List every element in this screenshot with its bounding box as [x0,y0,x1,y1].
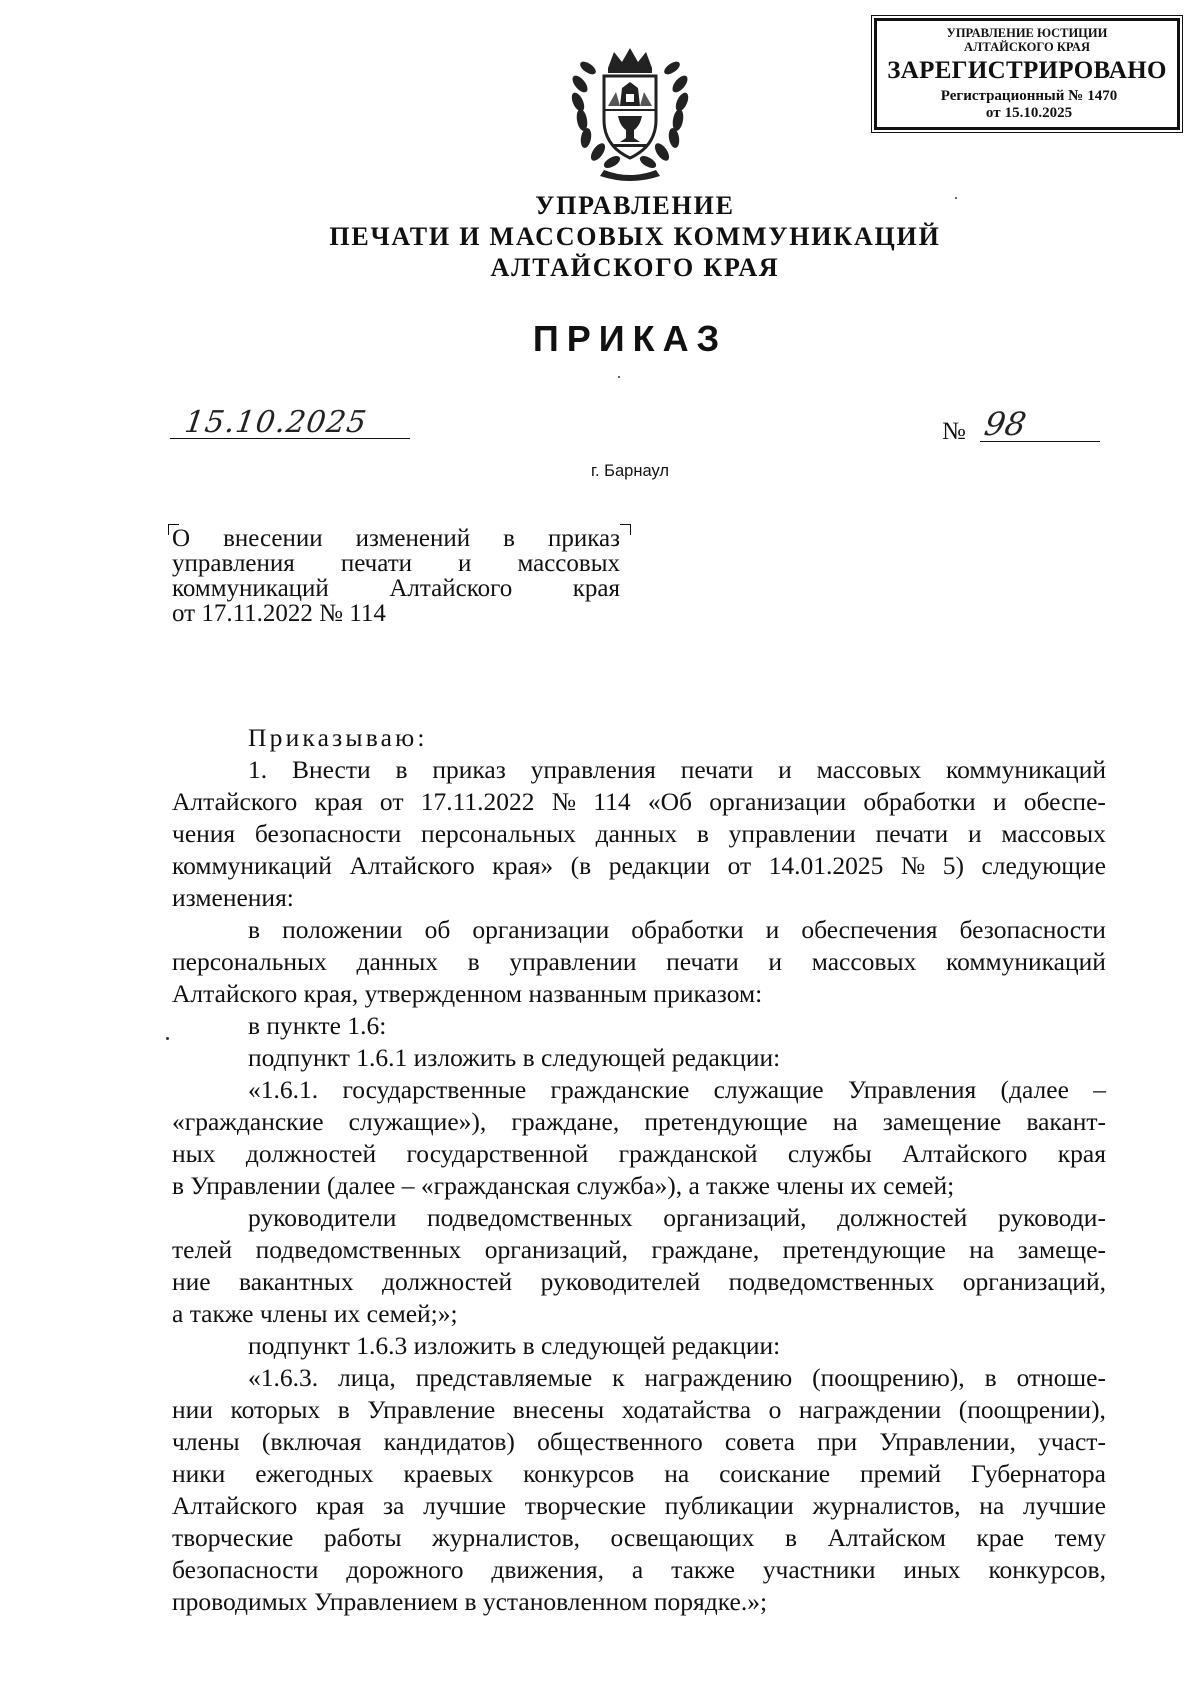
body-line: проводимых Управлением в установленном порядке.»; [172,1587,768,1616]
stamp-reg-number-row [877,87,1177,105]
body-line: в положении об организации обработки и обеспечения безопасности [248,915,1106,944]
body-line: 1. Внести в приказ управления печати и массовых коммуникаций [248,755,1106,784]
subject-line: управления печати и массовых [172,550,620,577]
body-line: творческие работы журналистов, освещающих в Алтайском крае тему [172,1523,1106,1552]
issuer-header [0,190,1200,283]
body-lines [172,754,1106,1618]
body-line: безопасности дорожного движения, а также участники иных конкурсов, [172,1555,1106,1584]
body-line: члены (включая кандидатов) общественного совета при Управлении, участ- [172,1427,1106,1456]
body-line: руководители подведомственных организаций, должностей руководи- [248,1203,1106,1232]
body-line: подпункт 1.6.3 изложить в следующей редакции: [248,1331,781,1360]
body-line: Алтайского края, утвержденном названным приказом: [172,979,763,1008]
body-line: «1.6.3. лица, представляемые к награждению (поощрению), в отноше- [248,1363,1106,1392]
scan-speck [166,1037,169,1040]
subject-bracket-right [620,524,631,535]
body-line: нии которых в Управление внесены ходатайства о награждении (поощрении), [172,1395,1106,1424]
body-line: «1.6.1. государственные гражданские служащие Управления (далее – [248,1075,1106,1104]
body-line: коммуникаций Алтайского края» (в редакции от 14.01.2025 № 5) следующие [172,851,1106,880]
body-line: а также члены их семей;»; [172,1299,458,1328]
body-line: Алтайского края от 17.11.2022 № 114 «Об организации обработки и обеспе- [172,787,1106,816]
stamp-date-row [877,105,1177,121]
subject-line: коммуникаций Алтайского края [172,575,620,602]
scan-speck [955,197,957,199]
issuer-line3: АЛТАЙСКОГО КРАЯ [490,253,780,282]
stamp-agency [877,26,1177,54]
body-line: ники ежегодных краевых конкурсов на соискание премий Губернатора [172,1459,1106,1488]
stamp-reg-number: 1470 [1087,88,1118,104]
body-line: телей подведомственных организаций, граждане, претендующие на замеще- [172,1235,1106,1264]
order-opening: Приказываю: [248,723,428,752]
issuer-line1: УПРАВЛЕНИЕ [535,191,735,220]
body-line: ние вакантных должностей руководителей подведомственных организаций, [172,1267,1106,1296]
stamp-agency-line2: АЛТАЙСКОГО КРАЯ [964,40,1090,54]
order-date: 15.10.2025 [182,405,370,440]
date-underline [170,438,410,439]
stamp-date: 15.10.2025 [1004,105,1073,121]
number-label: № [942,418,966,445]
altai-krai-coat-of-arms-icon [564,42,696,182]
document-title: ПРИКАЗ [532,318,728,359]
body-line: чения безопасности персональных данных в управлении печати и массовых [172,819,1106,848]
order-body [172,722,1106,1618]
body-line: в Управлении (далее – «гражданская служба»), а также члены их семей; [172,1171,955,1200]
stamp-status: ЗАРЕГИСТРИРОВАНО [887,57,1167,84]
issuer-line2: ПЕЧАТИ И МАССОВЫХ КОММУНИКАЦИЙ [329,222,941,251]
stamp-agency-line1: УПРАВЛЕНИЕ ЮСТИЦИИ [946,26,1108,40]
scan-speck [618,376,620,378]
stamp-reg-label: Регистрационный № [940,88,1084,104]
body-line: изменения: [172,883,294,912]
city: г. Барнаул [591,462,669,480]
order-subject [172,526,620,626]
body-line: «гражданские служащие»), граждане, претендующие на замещение вакант- [172,1107,1106,1136]
number-underline [980,441,1100,442]
body-line: персональных данных в управлении печати и массовых коммуникаций [172,947,1106,976]
subject-line: от 17.11.2022 № 114 [172,600,386,627]
registration-stamp [874,18,1180,130]
subject-line: О внесении изменений в приказ [172,525,620,552]
order-number: 98 [981,405,1030,443]
body-line: Алтайского края за лучшие творческие публикации журналистов, на лучшие [172,1491,1106,1520]
stamp-date-label: от [985,105,1001,121]
body-line: ных должностей государственной гражданской службы Алтайского края [172,1139,1106,1168]
body-line: подпункт 1.6.1 изложить в следующей редакции: [248,1043,781,1072]
body-line: в пункте 1.6: [248,1011,387,1040]
